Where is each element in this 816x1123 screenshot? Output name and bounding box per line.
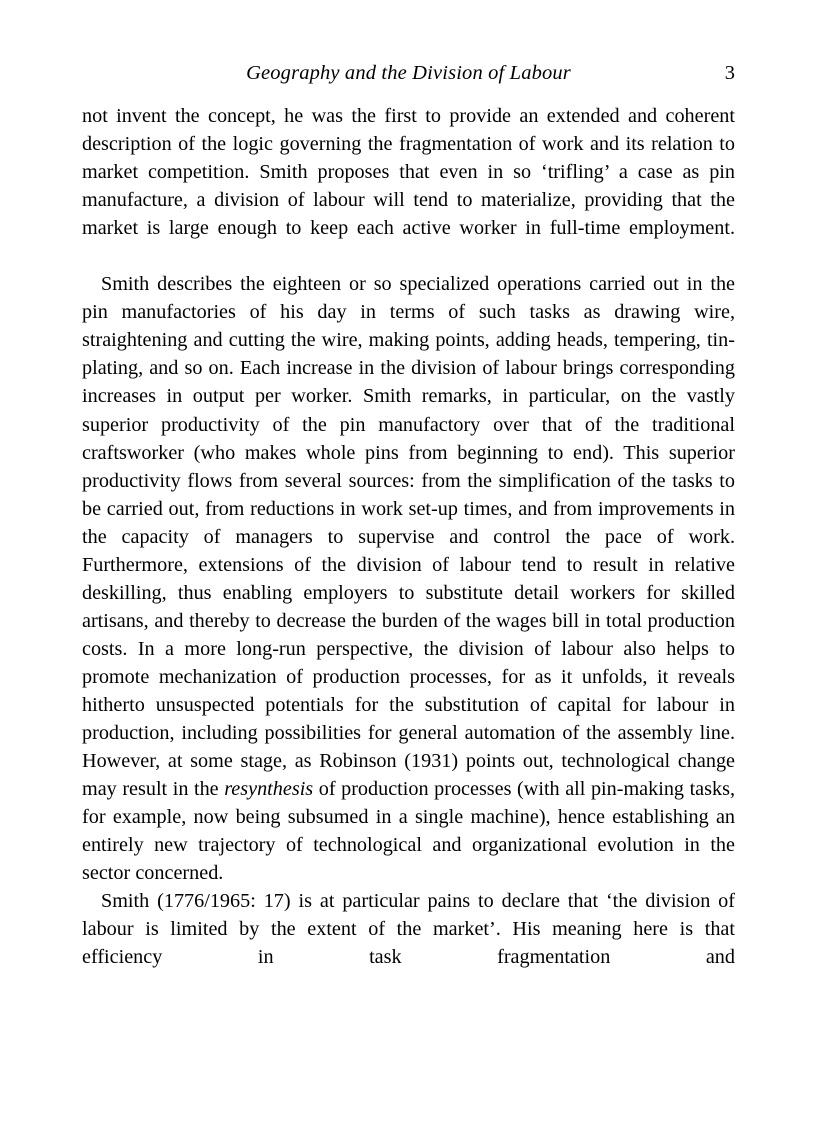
page-content: [82, 62, 735, 1000]
paragraph-2-text-before-emphasis: Smith describes the eighteen or so specialized operations carried out in the pin manufactories of his day in terms of such tasks as drawing wire, straightening and cutting the wire, making points, adding heads, tempering, tin-plating, and so on. Each increase in the division of labour brings corresponding increases in output per worker. Smith remarks, in particular, on the vastly superior productivity of the pin manufactory over that of the traditional craftsworker (who makes whole pins from beginning to end). This superior productivity flows from several sources: from the simplification of the tasks to be carried out, from reductions in work set-up times, and from improvements in the capacity of managers to supervise and control the pace of work. Furthermore, extensions of the division of labour tend to result in relative deskilling, thus enabling employers to substitute detail workers for skilled artisans, and thereby to decrease the burden of the wages bill in total production costs. In a more long-run perspective, the division of labour also helps to promote mechanization of production processes, for as it unfolds, it reveals hitherto unsuspected potentials for the substitution of capital for labour in production, including possibilities for general automation of the assembly line. However, at some stage, as Robinson (1931) points out, technological change may result in the: [82, 273, 735, 801]
running-head: [82, 62, 735, 96]
body-text: [82, 102, 735, 1000]
page-number: 3: [724, 62, 735, 84]
emphasized-term-resynthesis: resynthesis: [224, 778, 314, 801]
paragraph-2: [82, 270, 735, 887]
running-head-title: Geography and the Division of Labour: [246, 62, 571, 84]
paragraph-1: not invent the concept, he was the first to provide an extended and coherent description of the logic governing the fragmentation of work and its relation to market competition. Smith proposes that even in so ‘trifling’ a case as pin manufacture, a division of labour will tend to materialize, providing that the market is large enough to keep each active worker in full-time employment.: [82, 105, 735, 240]
paragraph-3: Smith (1776/1965: 17) is at particular pains to declare that ‘the division of labour is limited by the extent of the market’. His meaning here is that efficiency in task fragmentation and: [82, 890, 735, 969]
paragraph-2-text-after-emphasis: of production processes (with all pin-making tasks, for example, now being subsumed in a single machine), hence establishing an entirely new trajectory of technological and organizational evolution in the sector concerned.: [82, 778, 735, 885]
